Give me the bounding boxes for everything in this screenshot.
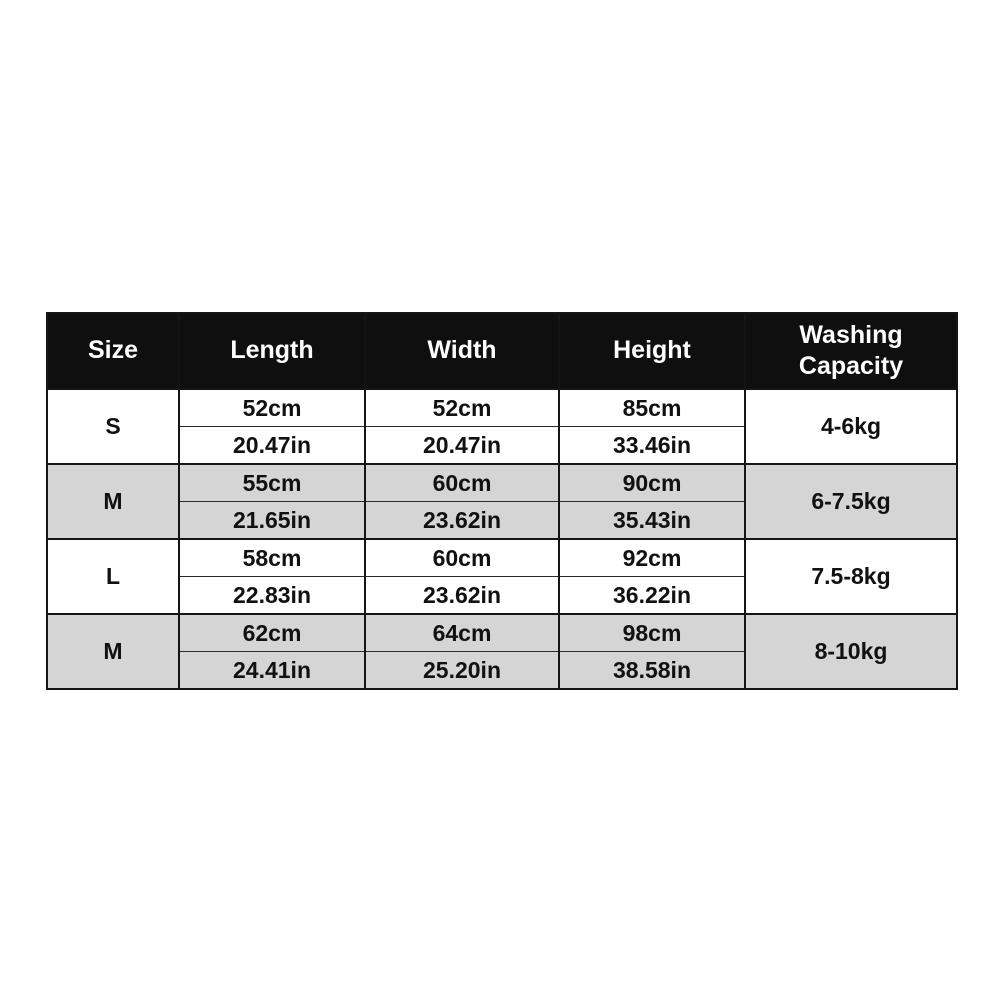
capacity-cell: 8-10kg [745,614,957,689]
header-height: Height [559,313,745,389]
capacity-cell: 6-7.5kg [745,464,957,539]
table-row [47,614,957,652]
table-row [47,539,957,577]
size-cell: M [47,464,179,539]
size-cell: L [47,539,179,614]
header-row [47,313,957,389]
height-in-cell: 33.46in [559,427,745,465]
header-length: Length [179,313,365,389]
height-cm-cell: 90cm [559,464,745,502]
height-cm-cell: 92cm [559,539,745,577]
width-cm-cell: 52cm [365,389,559,427]
width-in-cell: 23.62in [365,577,559,615]
width-cm-cell: 60cm [365,539,559,577]
length-in-cell: 22.83in [179,577,365,615]
header-washing-capacity: Washing Capacity [745,313,957,389]
header-width: Width [365,313,559,389]
length-in-cell: 21.65in [179,502,365,540]
height-in-cell: 36.22in [559,577,745,615]
length-in-cell: 20.47in [179,427,365,465]
height-in-cell: 35.43in [559,502,745,540]
height-cm-cell: 98cm [559,614,745,652]
width-in-cell: 23.62in [365,502,559,540]
width-cm-cell: 64cm [365,614,559,652]
length-cm-cell: 55cm [179,464,365,502]
length-cm-cell: 58cm [179,539,365,577]
width-in-cell: 25.20in [365,652,559,690]
width-in-cell: 20.47in [365,427,559,465]
height-in-cell: 38.58in [559,652,745,690]
capacity-cell: 4-6kg [745,389,957,464]
capacity-cell: 7.5-8kg [745,539,957,614]
length-cm-cell: 52cm [179,389,365,427]
header-size: Size [47,313,179,389]
length-cm-cell: 62cm [179,614,365,652]
size-cell: S [47,389,179,464]
length-in-cell: 24.41in [179,652,365,690]
size-chart-table [46,312,958,690]
table-row [47,464,957,502]
table-row [47,389,957,427]
width-cm-cell: 60cm [365,464,559,502]
size-cell: M [47,614,179,689]
height-cm-cell: 85cm [559,389,745,427]
